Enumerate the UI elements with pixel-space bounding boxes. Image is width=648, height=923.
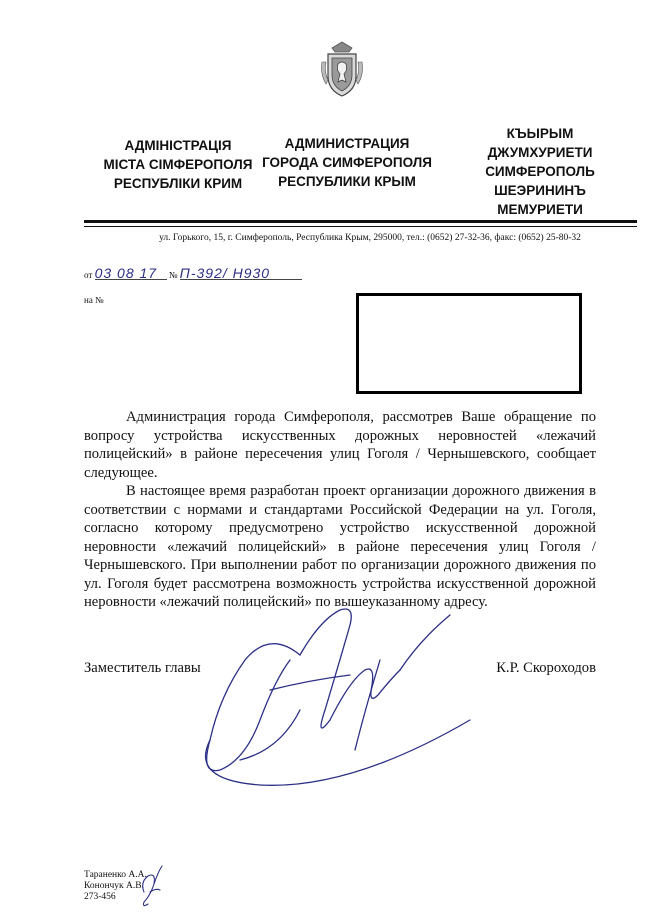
header-line: РЕСПУБЛИКИ КРЫМ — [278, 174, 416, 189]
header-line: СИМФЕРОПОЛЬ — [485, 164, 595, 179]
initials-signature — [136, 862, 166, 912]
header-russian — [242, 134, 452, 191]
number-label: № — [168, 270, 178, 280]
handwritten-signature — [150, 600, 480, 800]
header-line: МЕМУРИЕТИ — [497, 202, 583, 217]
header-line: ДЖУМХУРИЕТИ — [487, 145, 593, 160]
from-label: от — [84, 270, 93, 280]
header-line: ШЕЭРИНИНЪ — [494, 183, 586, 198]
outgoing-date: 03 08 17 — [94, 265, 158, 281]
body-paragraph: В настоящее время разработан проект организации дорожного движения в соответствии с нормами и стандартами Российской Федерации на ул. Гоголя, согласно которому предусмотрено устройство искусственной дорожной неровности «лежачий полицейский» в районе пересечения улиц Гоголя / Чернышевского. При выполнении работ по организации дорожного движения по ул. Гоголя будет рассмотрена возможность устройства искусственной дорожной неровности «лежачий полицейский» по вышеуказанному адресу. — [84, 483, 596, 610]
registration-line — [84, 265, 302, 280]
letter-body — [84, 408, 596, 612]
signatory-name: К.Р. Скороходов — [496, 660, 596, 676]
outgoing-number: П-392/ Н930 — [179, 265, 271, 281]
body-paragraph: Администрация города Симферополя, рассмотрев Ваше обращение по вопросу устройства искусственных дорожных неровностей «лежачий полицейский» в районе пересечения улиц Гоголя / Чернышевского, сообщает следующее. — [84, 409, 596, 481]
header-line: КЪЫРЫМ — [506, 126, 574, 141]
header-line: РЕСПУБЛІКИ КРИМ — [113, 176, 243, 191]
reply-label: на № — [84, 295, 104, 305]
header-line: АДМИНИСТРАЦИЯ — [284, 136, 410, 151]
header-crimean-tatar — [440, 124, 640, 219]
header-divider-thin — [84, 226, 637, 227]
header-line: МІСТА СІМФЕРОПОЛЯ — [103, 157, 253, 172]
header-line: АДМІНІСТРАЦІЯ — [124, 138, 232, 153]
signatory-position: Заместитель главы — [84, 660, 201, 676]
executor-line: Конончук А.В. — [84, 881, 144, 891]
reply-reference-line — [84, 295, 104, 305]
organization-address: ул. Горького, 15, г. Симферополь, Республика Крым, 295000, тел.: (0652) 27-32-36, факс: (0652) 25-80-32 — [159, 233, 581, 243]
executor-phone: 273-456 — [84, 892, 116, 902]
addressee-box — [356, 293, 582, 394]
header-line: ГОРОДА СИМФЕРОПОЛЯ — [262, 155, 432, 170]
header-divider — [84, 220, 637, 223]
coat-of-arms-icon — [318, 40, 366, 98]
executor-line: Тараненко А.А. — [84, 870, 147, 880]
